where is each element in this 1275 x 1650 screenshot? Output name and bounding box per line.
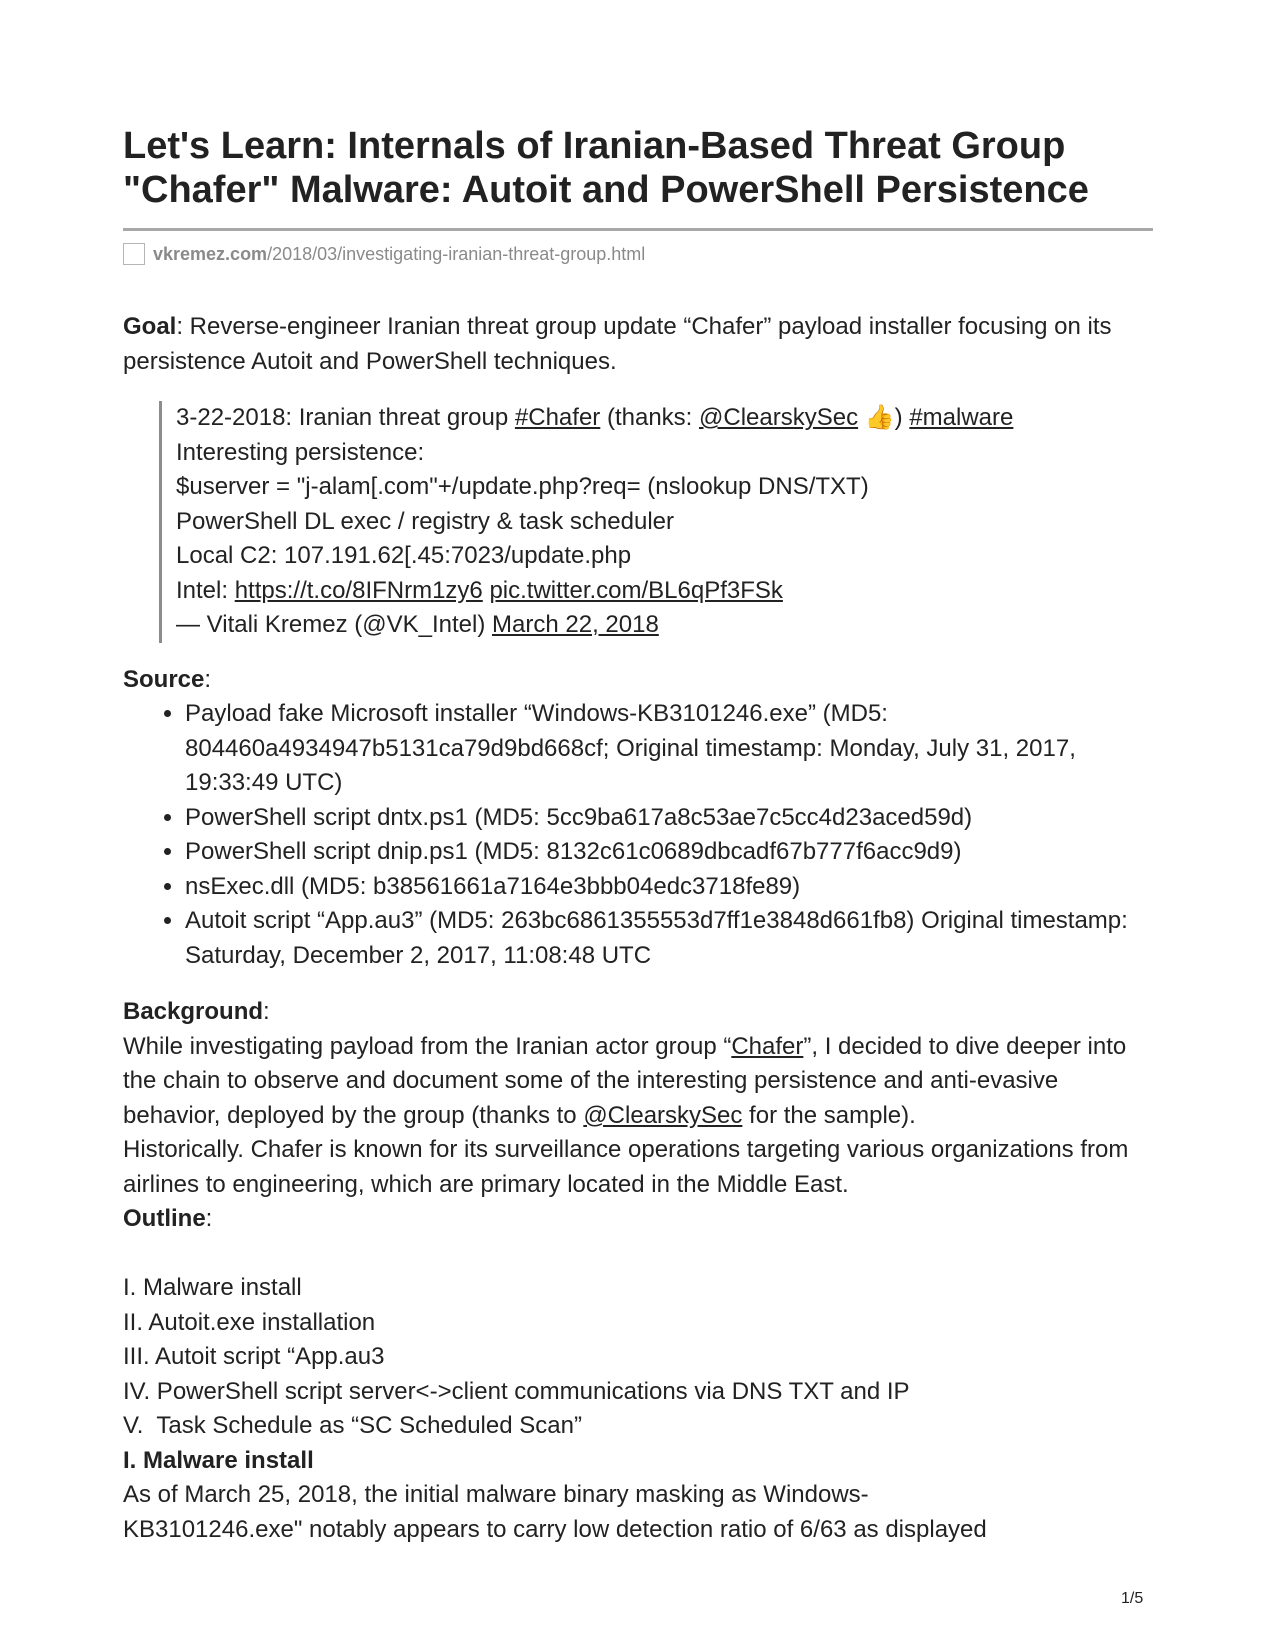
tweet-line-1 bbox=[176, 401, 1153, 436]
embedded-tweet bbox=[159, 401, 1153, 643]
source-path: /2018/03/investigating-iranian-threat-group.html bbox=[267, 243, 646, 264]
tweet-text: Intel: bbox=[176, 576, 235, 604]
background-text: While investigating payload from the Iranian actor group “ bbox=[123, 1032, 732, 1060]
tweet-text: ) bbox=[894, 404, 910, 431]
malware-install-line-2: KB3101246.exe" notably appears to carry low detection ratio of 6/63 as displayed bbox=[123, 1515, 987, 1543]
outline-item: I. Malware install bbox=[123, 1274, 302, 1301]
source-url[interactable] bbox=[123, 243, 1153, 265]
tweet-line-7 bbox=[176, 608, 1153, 643]
goal-paragraph bbox=[123, 310, 1153, 379]
tweet-line-4: PowerShell DL exec / registry & task scheduler bbox=[176, 507, 674, 535]
spacer bbox=[123, 1237, 1153, 1272]
outline-colon: : bbox=[205, 1205, 213, 1232]
goal-text: : Reverse-engineer Iranian threat group update “Chafer” payload installer focusing on its persistence Autoit and PowerShell techniques. bbox=[123, 313, 1112, 375]
list-item: • Payload fake Microsoft installer “Windows-KB3101246.exe” (MD5: 804460a4934947b5131ca79d9bd668cf; Original timestamp: Monday, July 31, 2017, 19:33:49 UTC) bbox=[185, 697, 1153, 801]
tweet-line-2: Interesting persistence: bbox=[176, 438, 425, 466]
background-label: Background bbox=[123, 998, 264, 1025]
hashtag-chafer-link[interactable]: #Chafer bbox=[514, 404, 601, 431]
thumbs-up-icon: 👍 bbox=[864, 404, 895, 431]
outline-item: IV. PowerShell script server<->client communications via DNS TXT and IP bbox=[123, 1377, 910, 1405]
outline-item: II. Autoit.exe installation bbox=[123, 1308, 376, 1336]
hashtag-malware-link[interactable]: #malware bbox=[909, 404, 1014, 431]
outline-item: V. Task Schedule as “SC Scheduled Scan” bbox=[123, 1412, 582, 1439]
tweet-line-6 bbox=[176, 574, 1153, 609]
source-colon: : bbox=[204, 665, 212, 693]
malware-install-text bbox=[123, 1478, 1153, 1547]
background-paragraph-2: Historically. Chafer is known for its surveillance operations targeting various organizations from airlines to engineering, which are primary located in the Middle East. bbox=[123, 1136, 1129, 1198]
tweet-date-link[interactable]: March 22, 2018 bbox=[492, 611, 659, 638]
goal-label: Goal bbox=[123, 313, 177, 340]
background-text: for the sample). bbox=[742, 1101, 916, 1129]
list-item: • nsExec.dll (MD5: b38561661a7164e3bbb04edc3718fe89) bbox=[185, 870, 1153, 905]
clearskysec-mention-link[interactable]: @ClearskySec bbox=[699, 404, 859, 431]
tweet-author: — Vitali Kremez (@VK_Intel) bbox=[176, 611, 493, 638]
malware-install-line-1: As of March 25, 2018, the initial malware binary masking as Windows- bbox=[123, 1481, 869, 1508]
list-item: • Autoit script “App.au3” (MD5: 263bc6861355553d7ff1e3848d661fb8) Original timestamp: Saturday, December 2, 2017, 11:08:48 UTC bbox=[185, 904, 1153, 973]
tweet-text: (thanks: bbox=[600, 404, 700, 431]
background-colon: : bbox=[263, 998, 270, 1025]
article bbox=[123, 124, 1153, 1547]
background-heading bbox=[123, 995, 1153, 1030]
page-number: 1/5 bbox=[1121, 1590, 1144, 1607]
tweet-line-5: Local C2: 107.191.62[.45:7023/update.php bbox=[176, 542, 632, 569]
favicon-placeholder-icon bbox=[123, 243, 145, 265]
source-heading bbox=[123, 663, 1153, 698]
title-divider bbox=[123, 228, 1153, 231]
page-title bbox=[123, 124, 1153, 212]
list-item: • PowerShell script dnip.ps1 (MD5: 8132c61c0689dbcadf67b777f6acc9d9) bbox=[185, 835, 1153, 870]
title-line-1: Let's Learn: Internals of Iranian-Based Threat Group bbox=[123, 125, 1066, 167]
malware-install-heading: I. Malware install bbox=[123, 1446, 314, 1474]
tweet-text: 3-22-2018: Iranian threat group bbox=[176, 404, 515, 431]
source-list bbox=[123, 697, 1153, 973]
outline-heading bbox=[123, 1202, 1153, 1237]
outline-item: III. Autoit script “App.au3 bbox=[123, 1343, 385, 1370]
chafer-link[interactable]: Chafer bbox=[731, 1032, 804, 1060]
source-domain: vkremez.com bbox=[153, 243, 268, 264]
background-paragraph-1 bbox=[123, 1030, 1153, 1134]
tweet-line-3: $userver = "j-alam[.com"+/update.php?req= (nslookup DNS/TXT) bbox=[176, 473, 869, 500]
list-item: • PowerShell script dntx.ps1 (MD5: 5cc9ba617a8c53ae7c5cc4d23aced59d) bbox=[185, 801, 1153, 836]
pic-twitter-link[interactable]: pic.twitter.com/BL6qPf3FSk bbox=[489, 576, 783, 604]
background-text: ”, I decided to dive deeper into the chain to observe and document some of the interesting persistence and anti-evasive behavior, deployed by the group (thanks to bbox=[123, 1032, 1127, 1129]
source-label: Source bbox=[123, 665, 205, 693]
intel-tco-link[interactable]: https://t.co/8IFNrm1zy6 bbox=[234, 576, 483, 604]
outline-label: Outline bbox=[123, 1205, 206, 1232]
title-line-2: "Chafer" Malware: Autoit and PowerShell Persistence bbox=[123, 169, 1089, 211]
clearskysec-link[interactable]: @ClearskySec bbox=[583, 1101, 743, 1129]
